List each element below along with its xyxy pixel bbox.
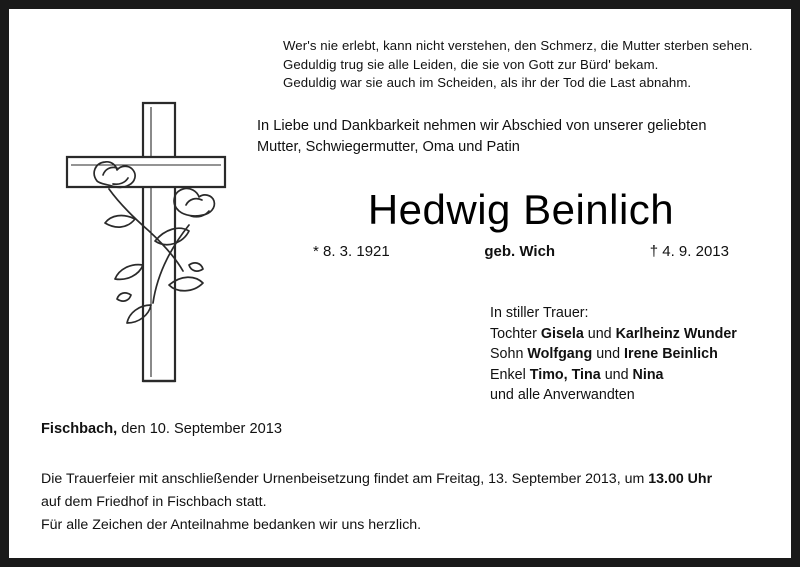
mourner-conj: und	[583, 325, 616, 342]
mourner-conj: und	[600, 366, 633, 383]
ceremony-time: 13.00 Uhr	[648, 471, 713, 487]
ceremony-line-2: auf dem Friedhof in Fischbach statt.	[41, 494, 267, 510]
mourner-prefix: Enkel	[490, 366, 530, 383]
dates-row	[257, 243, 785, 260]
mourner-name-b: Karlheinz Wunder	[615, 325, 737, 342]
verse-line-1: Wer's nie erlebt, kann nicht verstehen, den Schmerz, die Mutter sterben sehen.	[283, 38, 753, 53]
deceased-name: Hedwig Beinlich	[367, 186, 675, 233]
intro-block	[257, 116, 787, 158]
mourner-conj: und	[592, 346, 625, 362]
cross-icon	[39, 89, 239, 389]
mourners-closing: und alle Anverwandten	[490, 387, 635, 403]
mourner-row-2	[490, 344, 790, 365]
ceremony-line-3: Für alle Zeichen der Anteilnahme bedanken wir uns herzlich.	[41, 517, 422, 533]
mourners-heading: In stiller Trauer:	[490, 305, 589, 321]
place-name: Fischbach,	[41, 421, 118, 437]
mourner-row-3	[490, 365, 790, 386]
death-date: † 4. 9. 2013	[649, 243, 729, 260]
mourner-name-a: Timo, Tina	[529, 366, 601, 383]
mourner-row-1	[490, 324, 790, 345]
mourner-name-b: Nina	[632, 366, 664, 383]
intro-line-2: Mutter, Schwiegermutter, Oma und Patin	[257, 139, 520, 155]
verse-block	[283, 37, 783, 93]
ceremony-line-1	[41, 468, 771, 491]
intro-line-1: In Liebe und Dankbarkeit nehmen wir Abschied von unserer geliebten	[257, 118, 707, 134]
mourner-name-a: Gisela	[540, 325, 584, 342]
cross-with-rose-illustration	[39, 89, 239, 389]
ceremony-details	[41, 468, 771, 537]
mourner-name-a: Wolfgang	[527, 346, 593, 362]
verse-line-2: Geduldig trug sie alle Leiden, die sie von Gott zur Bürd' bekam.	[283, 56, 659, 72]
mourner-name-b: Irene Beinlich	[624, 346, 718, 362]
mourners-block	[490, 303, 790, 406]
maiden-name: geb. Wich	[484, 243, 556, 260]
birth-date: * 8. 3. 1921	[313, 243, 390, 260]
obituary-inner	[9, 9, 791, 558]
mourner-prefix: Sohn	[490, 346, 528, 362]
place-date: den 10. September 2013	[117, 421, 282, 437]
mourner-prefix: Tochter	[490, 325, 541, 342]
place-date-line	[41, 421, 282, 437]
verse-line-3: Geduldig war sie auch im Scheiden, als ihr der Tod die Last abnahm.	[283, 75, 692, 90]
ceremony-text: Die Trauerfeier mit anschließender Urnenbeisetzung findet am Freitag, 13. September 2013, um	[41, 471, 649, 487]
